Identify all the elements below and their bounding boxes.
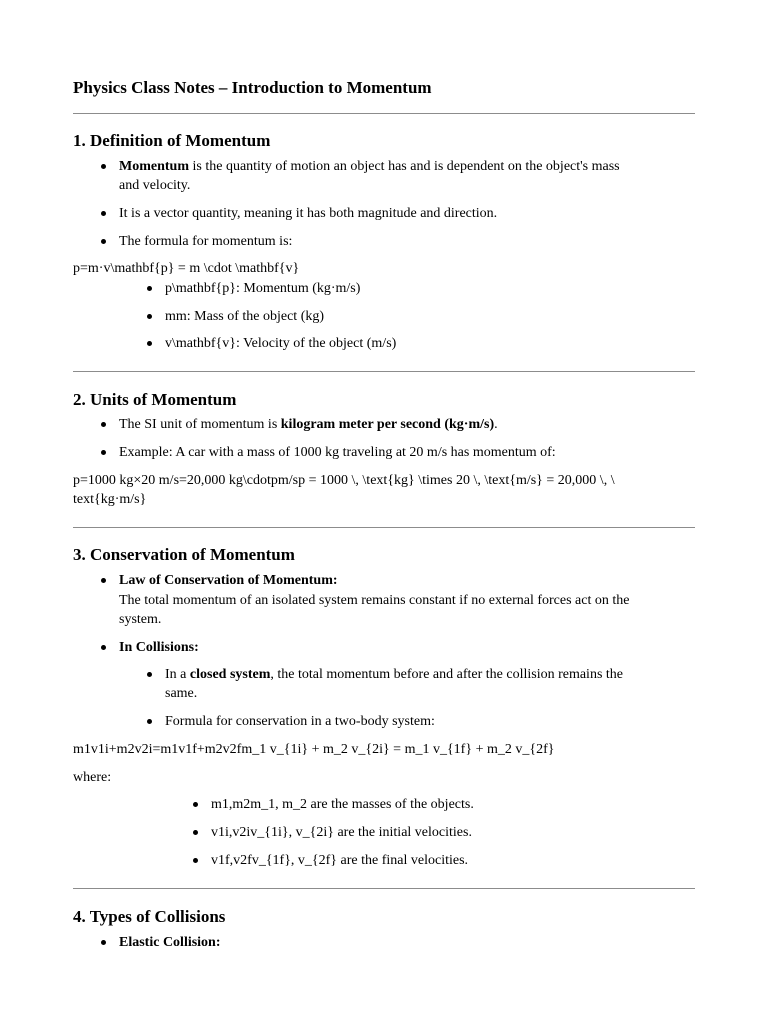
bullet-icon [193, 830, 198, 835]
s1-bullet-1-text: is the quantity of motion an object has and is dependent on the object's mass [189, 159, 620, 174]
s2-bullet-1-bold: kilogram meter per second (kg·m/s) [280, 417, 495, 432]
divider [73, 371, 695, 372]
s1-formula: p=m·v\mathbf{p} = m \cdot \mathbf{v} [73, 261, 300, 276]
s3-where-3: v1f,v2fv_{1f}, v_{2f} are the final velocities. [211, 853, 469, 868]
bullet-icon [101, 940, 106, 945]
s3-where: where: [73, 770, 112, 785]
s1-bullet-2: It is a vector quantity, meaning it has both magnitude and direction. [119, 206, 498, 221]
s3-sub-2: Formula for conservation in a two-body system: [165, 714, 435, 729]
s3-bullet-2-bold: In Collisions: [119, 640, 199, 655]
s2-bullet-1 [119, 415, 498, 434]
bullet-icon [101, 422, 106, 427]
bullet-icon [193, 858, 198, 863]
s1-bullet-1-bold: Momentum [119, 159, 189, 174]
s3-sub-1-bold: closed system [189, 667, 271, 682]
s1-sub-2: mm: Mass of the object (kg) [165, 309, 325, 324]
divider [73, 888, 695, 889]
s1-bullet-1 [119, 157, 620, 176]
s3-where-2: v1i,v2iv_{1i}, v_{2i} are the initial velocities. [211, 825, 472, 840]
s1-bullet-1-cont: and velocity. [119, 178, 191, 193]
section-3-heading: 3. Conservation of Momentum [73, 545, 295, 564]
s1-bullet-3: The formula for momentum is: [119, 234, 293, 249]
section-4-heading: 4. Types of Collisions [73, 907, 226, 926]
s3-bullet-1-text: The total momentum of an isolated system remains constant if no external forces act on the [119, 593, 630, 608]
s3-sub-1 [165, 665, 623, 684]
page-title: Physics Class Notes – Introduction to Momentum [73, 78, 432, 97]
s4-bullet-1-label [119, 933, 221, 952]
s3-sub-1-pre: In a [165, 667, 190, 682]
bullet-icon [147, 341, 152, 346]
s1-sub-1: p\mathbf{p}: Momentum (kg·m/s) [165, 281, 361, 296]
s3-sub-1-cont: same. [165, 686, 198, 701]
bullet-icon [101, 578, 106, 583]
s2-formula-line-1: p=1000 kg×20 m/s=20,000 kg\cdotpm/sp = 1000 \, \text{kg} \times 20 \, \text{m/s} = 20,000 \, \ [73, 473, 615, 488]
s3-formula: m1v1i+m2v2i=m1v1f+m2v2fm_1 v_{1i} + m_2 v_{2i} = m_1 v_{1f} + m_2 v_{2f} [73, 742, 555, 757]
s2-bullet-1-pre: The SI unit of momentum is [119, 417, 281, 432]
bullet-icon [147, 314, 152, 319]
divider [73, 113, 695, 114]
s2-formula-line-2: text{kg·m/s} [73, 492, 147, 507]
bullet-icon [101, 211, 106, 216]
section-1-heading: 1. Definition of Momentum [73, 131, 271, 150]
s3-where-1: m1,m2m_1, m_2 are the masses of the objects. [211, 797, 474, 812]
bullet-icon [101, 239, 106, 244]
bullet-icon [147, 672, 152, 677]
s3-bullet-1-label [119, 571, 338, 590]
s2-bullet-1-post: . [494, 417, 498, 432]
bullet-icon [147, 719, 152, 724]
s3-bullet-2-label [119, 638, 199, 657]
bullet-icon [147, 286, 152, 291]
bullet-icon [193, 802, 198, 807]
s2-bullet-2: Example: A car with a mass of 1000 kg traveling at 20 m/s has momentum of: [119, 445, 556, 460]
s3-bullet-1-cont: system. [119, 612, 162, 627]
bullet-icon [101, 164, 106, 169]
bullet-icon [101, 645, 106, 650]
s3-sub-1-post: , the total momentum before and after the collision remains the [270, 667, 624, 682]
section-2-heading: 2. Units of Momentum [73, 390, 237, 409]
divider [73, 527, 695, 528]
s1-sub-3: v\mathbf{v}: Velocity of the object (m/s) [165, 336, 397, 351]
bullet-icon [101, 450, 106, 455]
s4-bullet-1-bold: Elastic Collision: [119, 935, 221, 950]
s3-bullet-1-bold: Law of Conservation of Momentum: [119, 573, 338, 588]
